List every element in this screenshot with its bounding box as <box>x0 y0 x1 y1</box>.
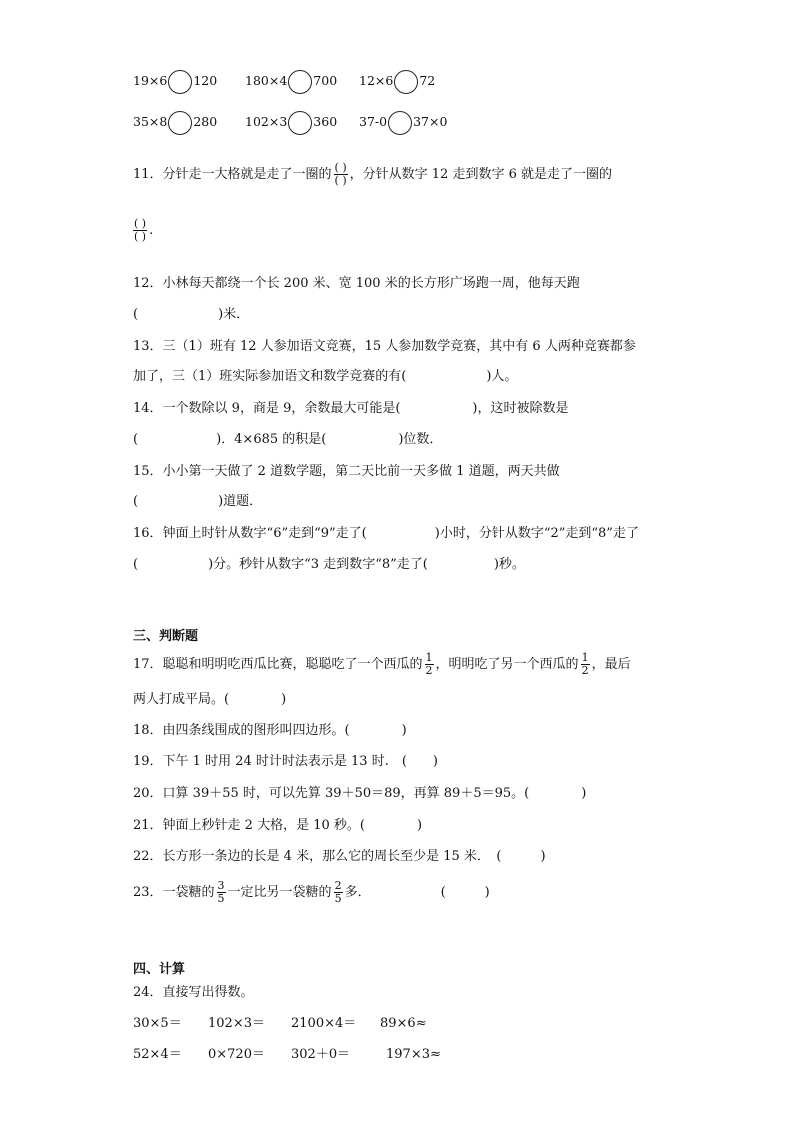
compare-item: 37-0 37×0 <box>359 110 447 135</box>
question-14-cont: ( )．4×685 的积是( )位数． <box>133 432 443 447</box>
calc-item[interactable]: 102×3＝ <box>208 1016 265 1031</box>
fraction-one-half: $\frac{1}{2}$ <box>425 651 433 677</box>
compare-item: 102×3 360 <box>245 110 337 135</box>
answer-paren[interactable]: ( ) <box>440 885 490 900</box>
question-15-cont: ( )道题． <box>133 494 263 509</box>
question-24: 24．直接写出得数。 <box>133 985 254 1000</box>
calc-item[interactable]: 30×5＝ <box>133 1016 182 1031</box>
question-13: 13．三（1）班有 12 人参加语文竞赛，15 人参加数学竞赛，其中有 6 人两种竞赛都参 <box>133 339 636 354</box>
question-16: 16．钟面上时针从数字“6”走到“9”走了( )小时，分针从数字“2”走到“8”走了 <box>133 526 639 541</box>
question-23: 23．一袋糖的 $\frac{3}{5}$ 一定比另一袋糖的 $\frac{2}{5}$ 多． ( ) <box>133 879 490 905</box>
compare-item: 12×6 72 <box>359 69 435 94</box>
question-17: 17．聪聪和明明吃西瓜比赛，聪聪吃了一个西瓜的 $\frac{1}{2}$ ，明明吃了另一个西瓜的 $\frac{1}{2}$ ，最后 <box>133 651 631 677</box>
compare-item: 35×8 280 <box>133 110 217 135</box>
question-20: 20．口算 39＋55 时，可以先算 39＋50＝89，再算 89＋5＝95。( ) <box>133 786 587 801</box>
calc-item[interactable]: 302＋0＝ <box>291 1047 351 1062</box>
compare-item: 19×6 120 <box>133 69 217 94</box>
question-17-cont: 两人打成平局。( ) <box>133 692 287 707</box>
answer-circle[interactable] <box>168 70 192 94</box>
fraction-blank[interactable]: $\frac{( )}{( )}$ <box>134 217 147 243</box>
compare-item: 180×4 700 <box>245 69 337 94</box>
question-22: 22．长方形一条边的长是 4 米，那么它的周长至少是 15 米． ( ) <box>133 849 546 864</box>
question-11: 11．分针走一大格就是走了一圈的 $\frac{( )}{( )}$ ，分针从数字 12 走到数字 6 就是走了一圈的 <box>133 161 612 187</box>
fraction-blank[interactable]: $\frac{( )}{( )}$ <box>334 161 347 187</box>
calc-item[interactable]: 89×6≈ <box>380 1016 427 1031</box>
answer-circle[interactable] <box>168 111 192 135</box>
calc-item[interactable]: 197×3≈ <box>386 1047 441 1062</box>
question-15: 15．小小第一天做了 2 道数学题，第二天比前一天多做 1 道题，两天共做 <box>133 464 560 479</box>
question-19: 19．下午 1 时用 24 时计时法表示是 13 时. ( ) <box>133 754 438 769</box>
answer-circle[interactable] <box>288 70 312 94</box>
question-16-cont: ( )分。秒针从数字“3 走到数字“8”走了( )秒。 <box>133 557 525 572</box>
answer-circle[interactable] <box>394 70 418 94</box>
answer-circle[interactable] <box>288 111 312 135</box>
question-13-cont: 加了，三（1）班实际参加语文和数学竞赛的有( )人。 <box>133 369 518 384</box>
calc-item[interactable]: 0×720＝ <box>208 1047 265 1062</box>
fraction-three-fifths: $\frac{3}{5}$ <box>217 879 225 905</box>
question-11-cont: $\frac{( )}{( )}$ . <box>134 217 154 243</box>
question-12-cont: ( )米． <box>133 307 250 322</box>
fraction-one-half: $\frac{1}{2}$ <box>581 651 589 677</box>
question-14: 14．一个数除以 9，商是 9，余数最大可能是( )，这时被除数是 <box>133 401 569 416</box>
question-18: 18．由四条线围成的图形叫四边形。( ) <box>133 723 407 738</box>
calc-item[interactable]: 52×4＝ <box>133 1047 182 1062</box>
calc-item[interactable]: 2100×4＝ <box>291 1016 357 1031</box>
fraction-two-fifths: $\frac{2}{5}$ <box>334 879 342 905</box>
question-12: 12．小林每天都绕一个长 200 米、宽 100 米的长方形广场跑一周，他每天跑 <box>133 276 580 291</box>
question-21: 21．钟面上秒针走 2 大格，是 10 秒。( ) <box>133 818 423 833</box>
section-title-judgment: 三、判断题 <box>133 629 199 644</box>
section-title-calculation: 四、计算 <box>133 962 186 977</box>
answer-circle[interactable] <box>388 111 412 135</box>
